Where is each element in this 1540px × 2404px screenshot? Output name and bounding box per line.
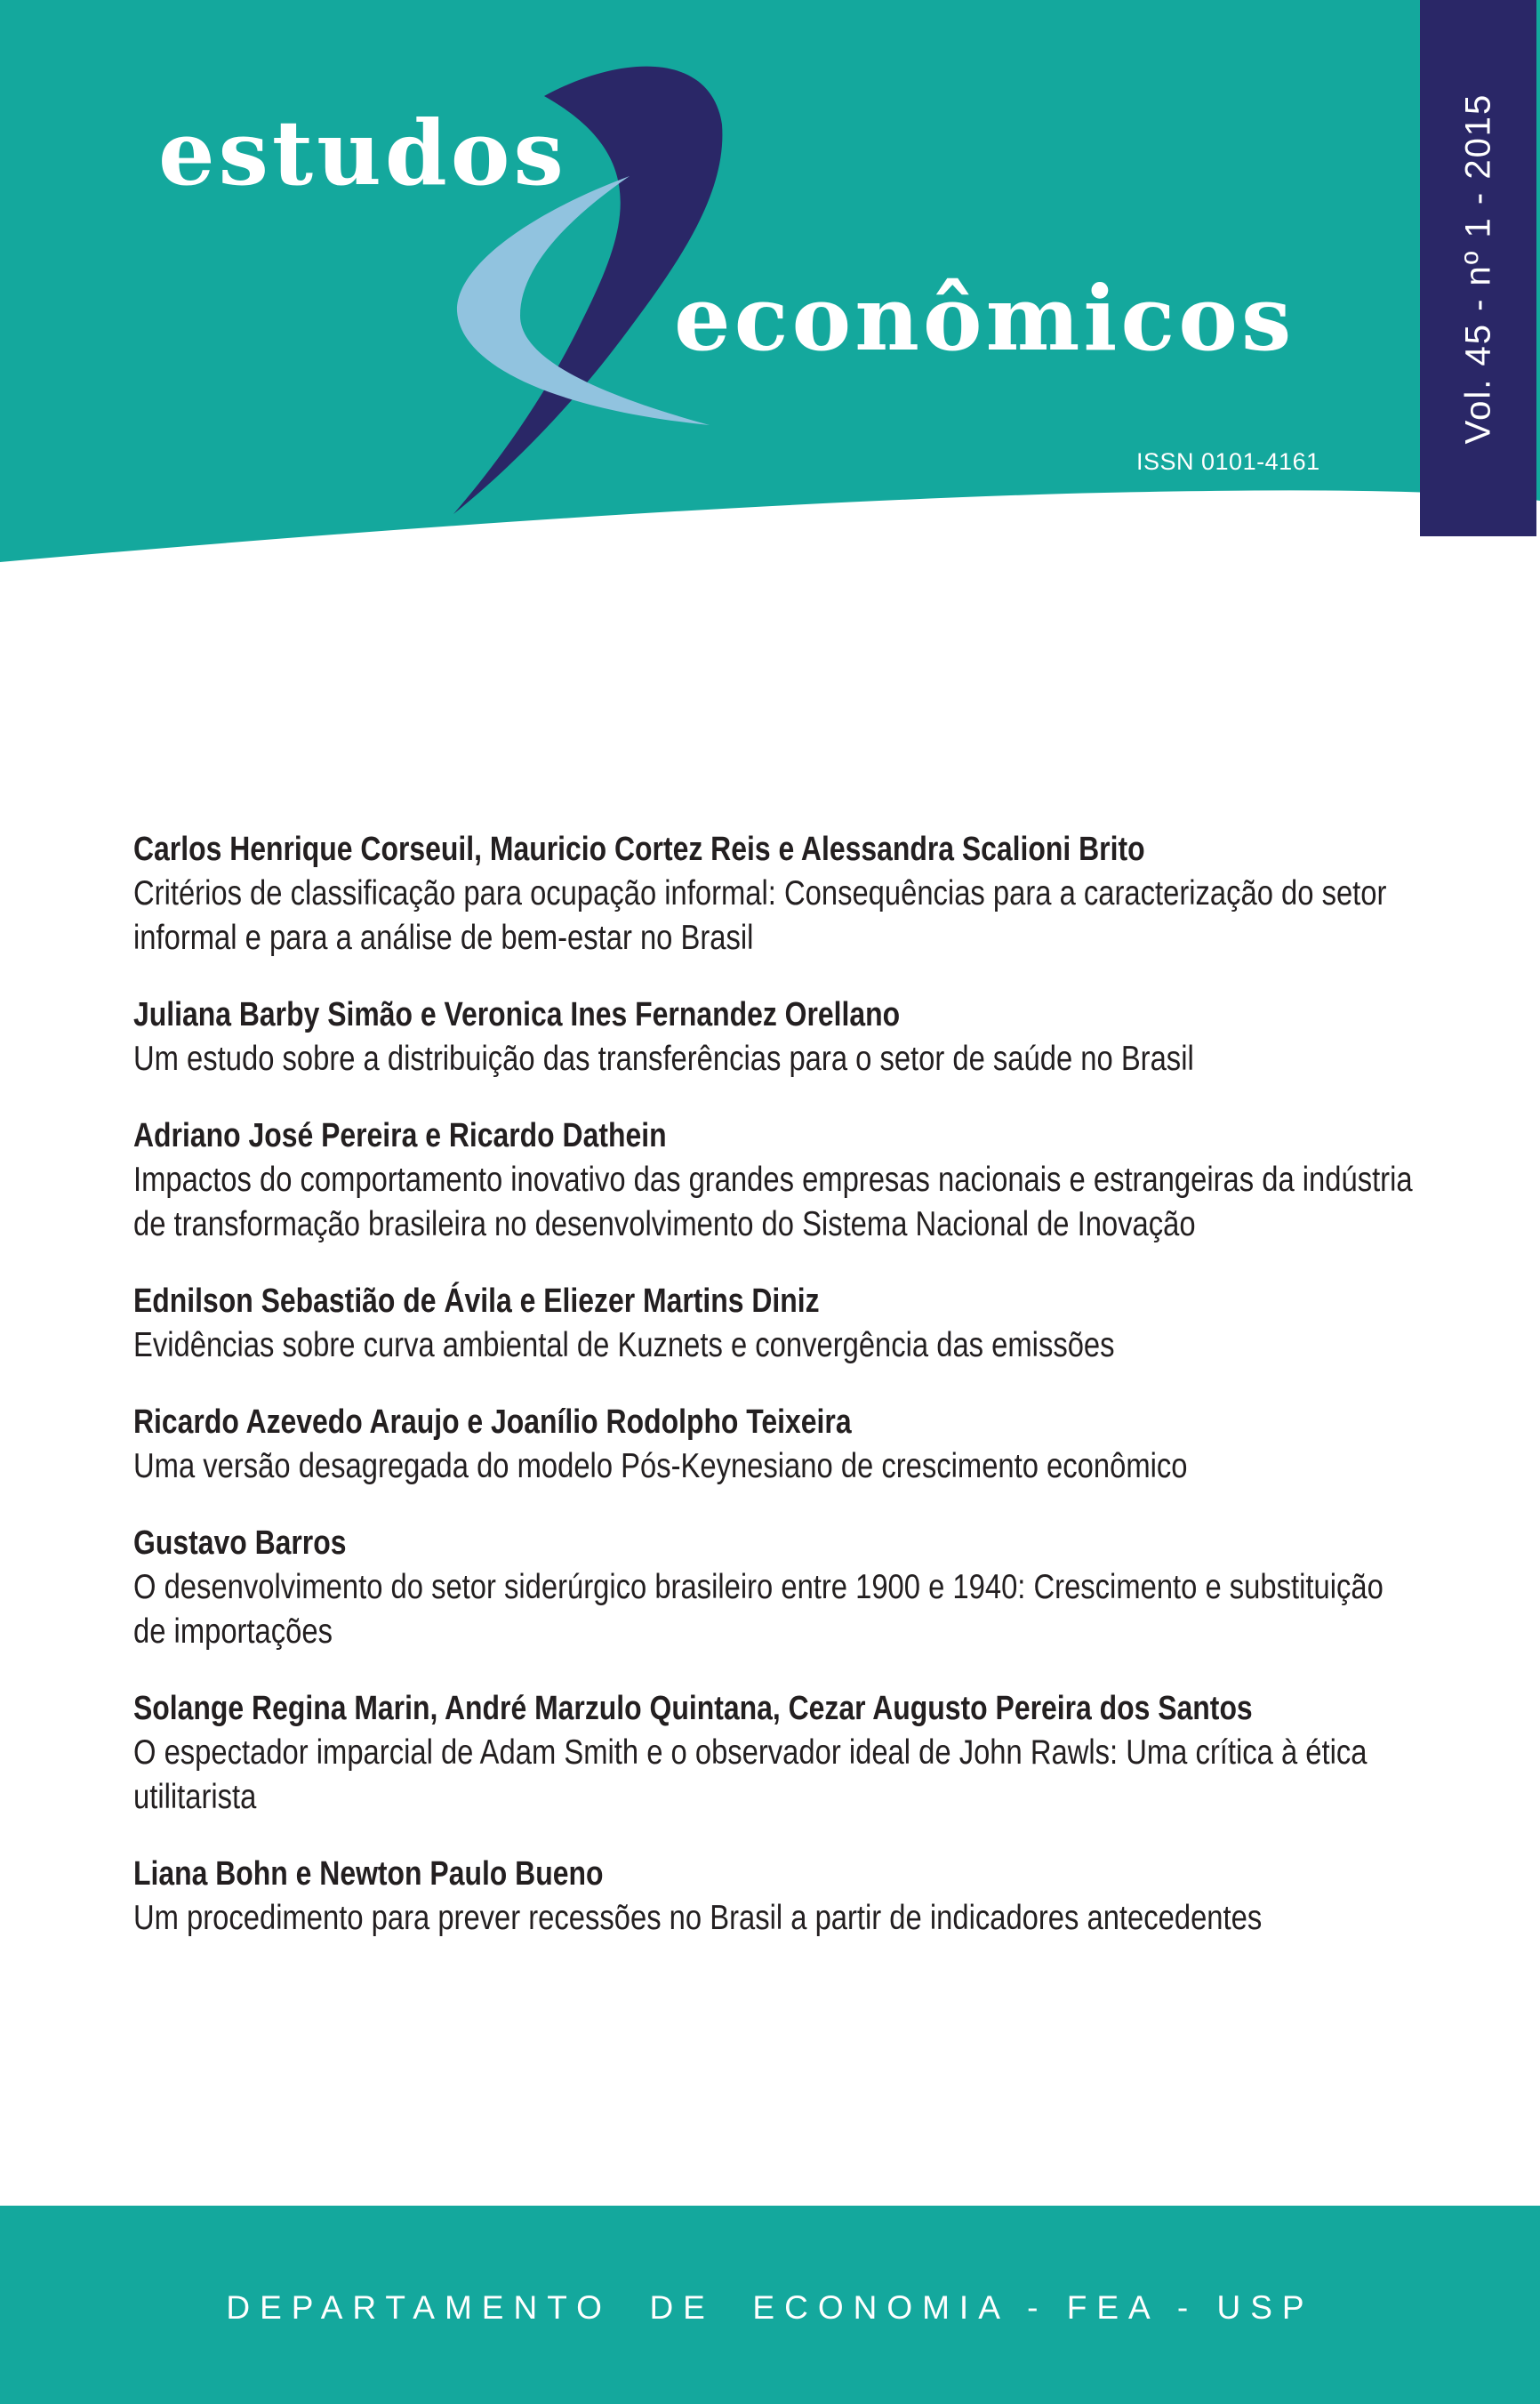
article-authors: Ricardo Azevedo Araujo e Joanílio Rodolpho Teixeira	[133, 1403, 852, 1441]
journal-title-estudos: estudos	[158, 101, 567, 205]
article-title: Evidências sobre curva ambiental de Kuznets e convergência das emissões	[133, 1326, 1115, 1364]
article-authors: Liana Bohn e Newton Paulo Bueno	[133, 1855, 604, 1893]
article-title: Um procedimento para prever recessões no Brasil a partir de indicadores antecedentes	[133, 1899, 1263, 1937]
toc-entry	[133, 1852, 1423, 1941]
toc-entry	[133, 1114, 1423, 1247]
article-authors: Gustavo Barros	[133, 1524, 347, 1562]
article-authors: Carlos Henrique Corseuil, Mauricio Cortez Reis e Alessandra Scalioni Brito	[133, 831, 1145, 868]
volume-info: Vol. 45 - nº 1 - 2015	[1458, 92, 1497, 444]
footer-band	[0, 2206, 1540, 2404]
toc-entry	[133, 1521, 1423, 1654]
article-authors: Juliana Barby Simão e Veronica Ines Fernandez Orellano	[133, 996, 901, 1033]
issn-label: ISSN 0101-4161	[1136, 448, 1320, 475]
toc-entry	[133, 1279, 1423, 1368]
toc-entry	[133, 1400, 1423, 1489]
article-authors: Ednilson Sebastião de Ávila e Eliezer Martins Diniz	[133, 1282, 820, 1320]
article-authors: Solange Regina Marin, André Marzulo Quintana, Cezar Augusto Pereira dos Santos	[133, 1690, 1253, 1727]
article-title: Impactos do comportamento inovativo das grandes empresas nacionais e estrangeiras da indústria de transformação brasileira no desenvolvimento do Sistema Nacional de Inovação	[133, 1161, 1413, 1243]
department-label: DEPARTAMENTO DE ECONOMIA - FEA - USP	[226, 2289, 1314, 2326]
journal-title-economicos: econômicos	[674, 266, 1295, 371]
toc-entry	[133, 827, 1423, 961]
article-title: Um estudo sobre a distribuição das transferências para o setor de saúde no Brasil	[133, 1040, 1194, 1078]
volume-band	[1420, 0, 1536, 536]
article-title: O desenvolvimento do setor siderúrgico brasileiro entre 1900 e 1940: Crescimento e substituição de importações	[133, 1568, 1384, 1651]
article-title: O espectador imparcial de Adam Smith e o observador ideal de John Rawls: Uma crítica à ética utilitarista	[133, 1733, 1368, 1816]
article-title: Critérios de classificação para ocupação informal: Consequências para a caracterização do setor informal e para a análise de bem-estar no Brasil	[133, 874, 1387, 957]
toc-entry	[133, 1686, 1423, 1820]
toc-entry	[133, 993, 1423, 1081]
table-of-contents	[133, 827, 1423, 1973]
article-authors: Adriano José Pereira e Ricardo Dathein	[133, 1117, 667, 1154]
article-title: Uma versão desagregada do modelo Pós-Keynesiano de crescimento econômico	[133, 1447, 1188, 1485]
